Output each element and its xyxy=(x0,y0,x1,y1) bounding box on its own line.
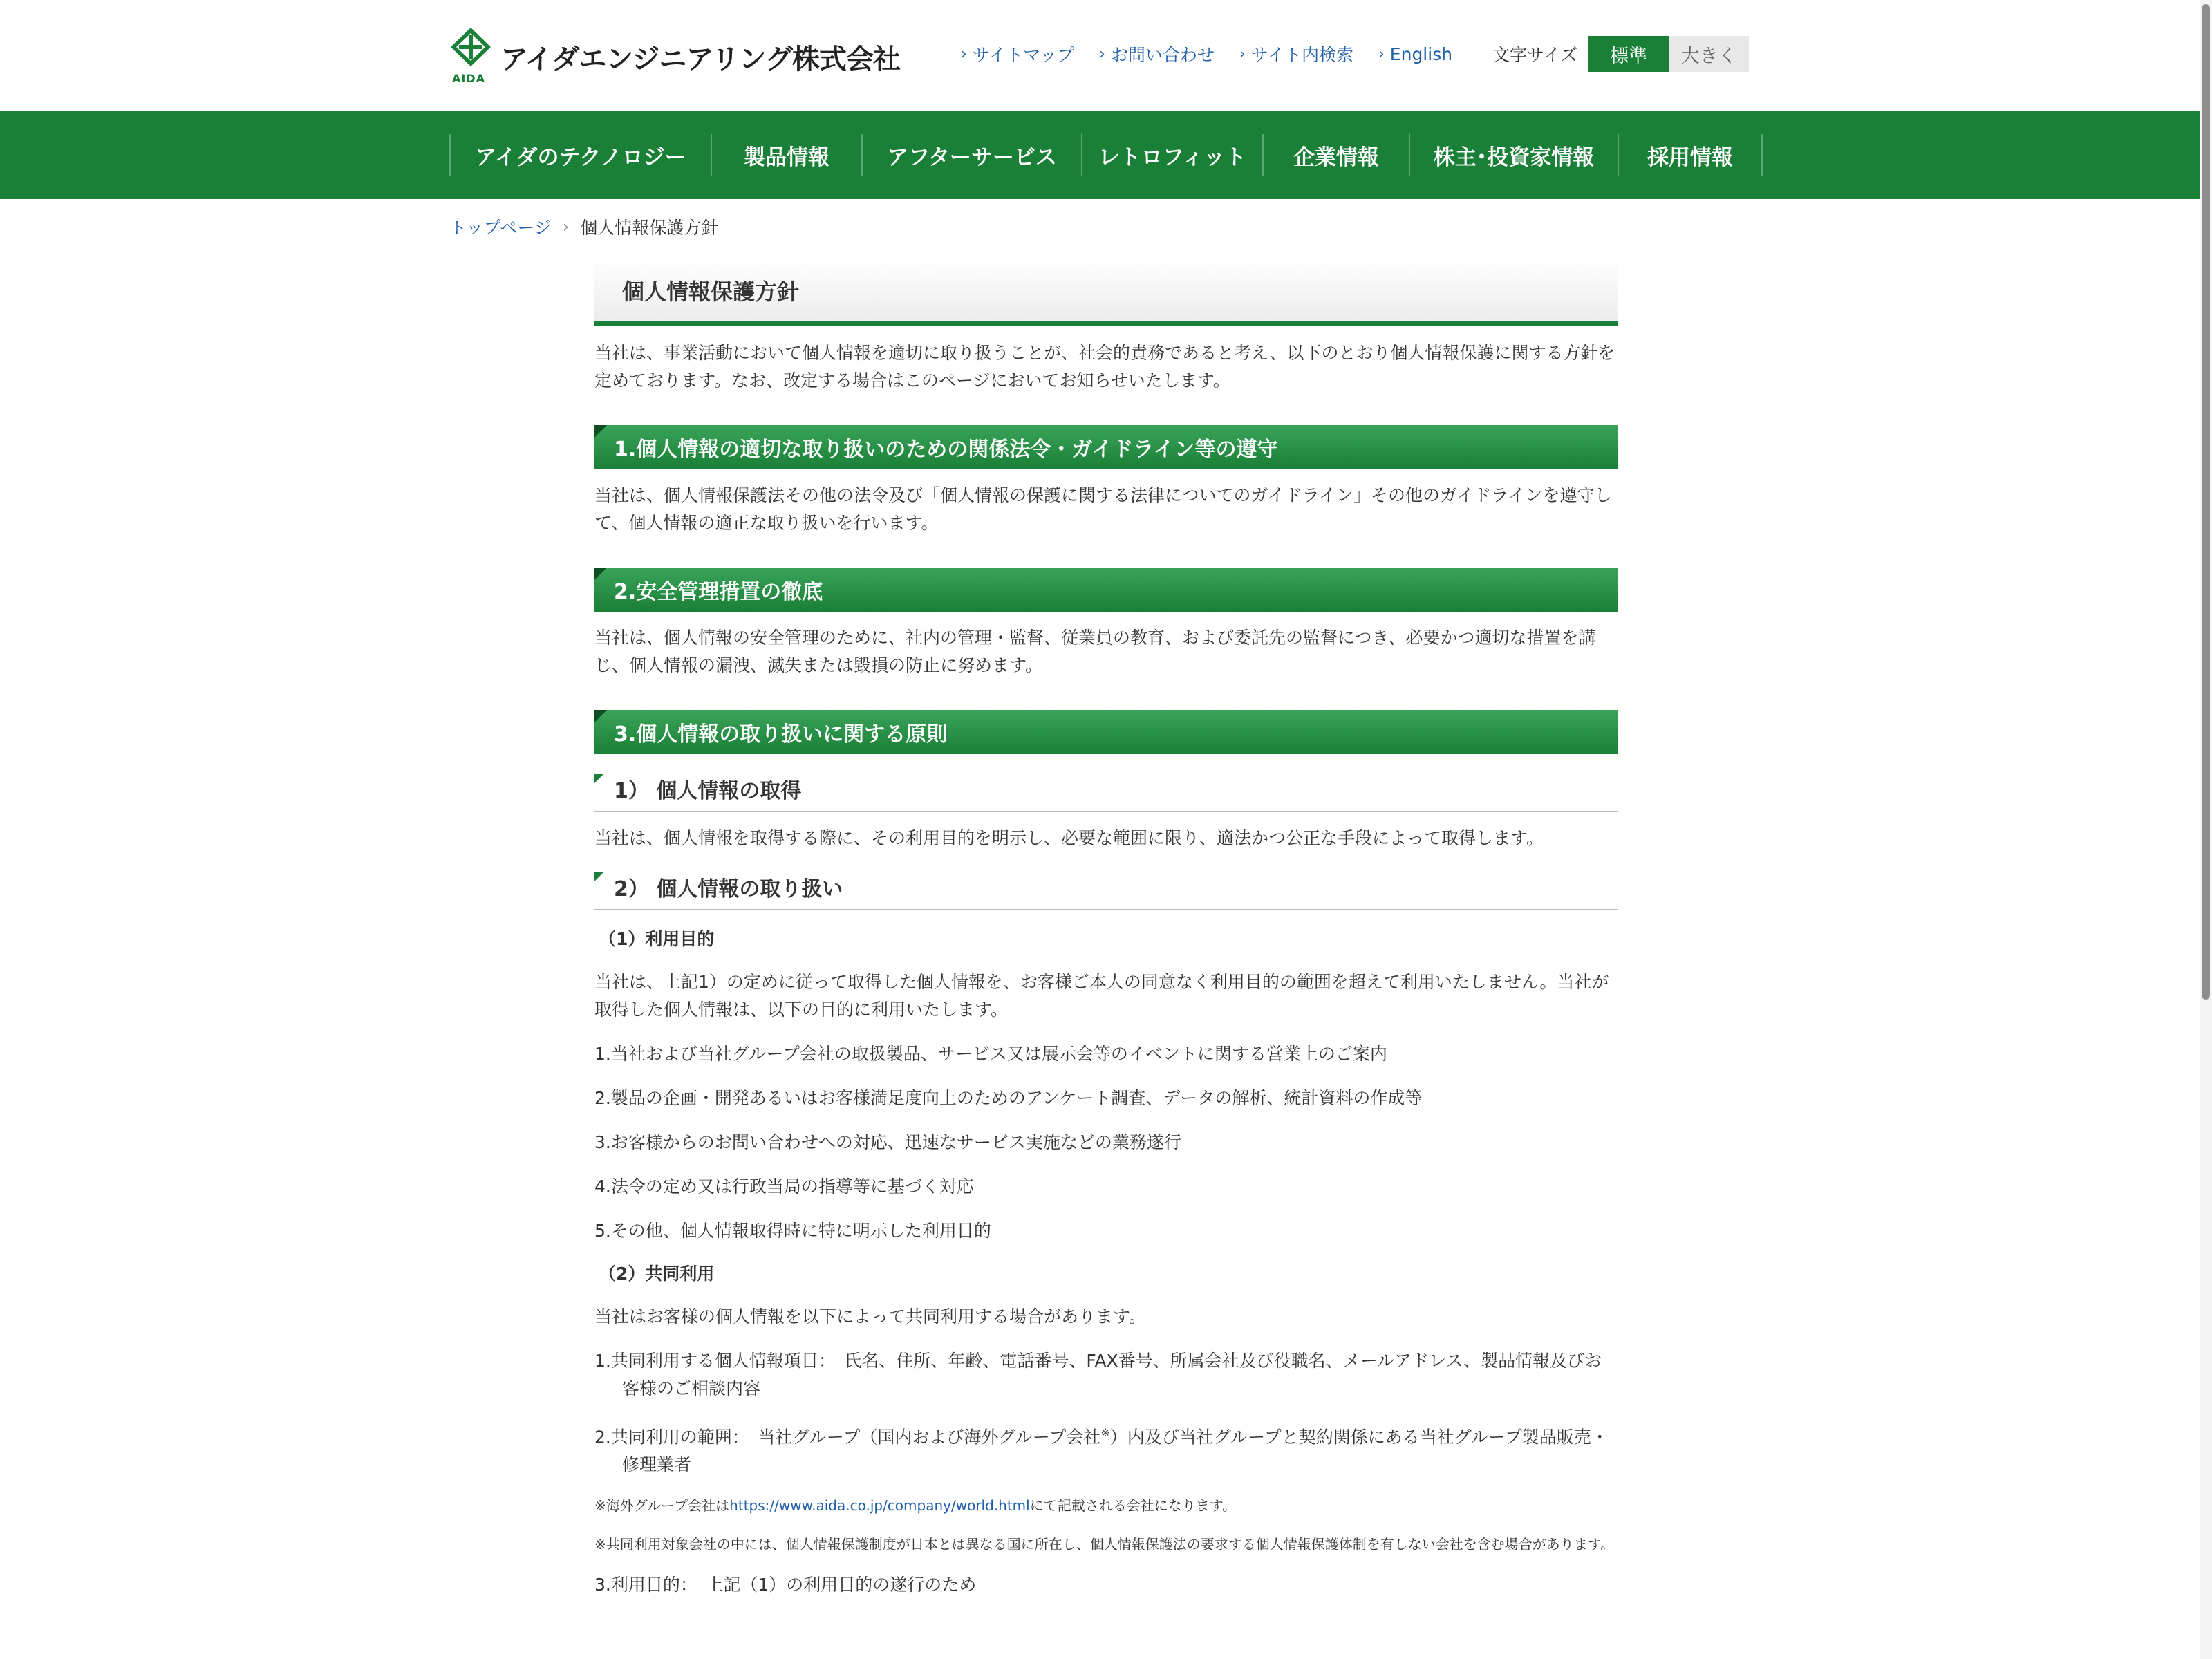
joint-use-heading: （2）共同利用 xyxy=(599,1264,715,1284)
page-title: 個人情報保護方針 xyxy=(622,279,800,305)
chevron-right-icon: › xyxy=(1099,45,1105,63)
joint-use-item-2 xyxy=(594,1419,1618,1479)
page-title-box xyxy=(594,259,1618,326)
section-heading-1 xyxy=(594,425,1618,469)
vertical-scrollbar[interactable] xyxy=(2200,0,2212,1659)
site-search-label: サイト内検索 xyxy=(1250,45,1353,65)
purpose-item-2: 2.製品の企画・開発あるいはお客様満足度向上のためのアンケート調査、データの解析、統計資料の作成等 xyxy=(594,1088,1423,1108)
nav-item-company[interactable]: 企業情報 xyxy=(1264,134,1410,176)
sitemap-link[interactable] xyxy=(961,41,1074,66)
acquisition-body: 当社は、個人情報を取得する際に、その利用目的を明示し、必要な範囲に限り、適法かつ公正な手段によって取得します。 xyxy=(594,828,1544,848)
main-content xyxy=(594,259,1618,1599)
logo-sub-text: AIDA xyxy=(452,72,485,85)
joint-use-body: 当社はお客様の個人情報を以下によって共同利用する場合があります。 xyxy=(594,1306,1147,1327)
site-logo[interactable] xyxy=(449,26,900,85)
world-page-link[interactable]: https://www.aida.co.jp/company/world.html xyxy=(729,1497,1030,1515)
joint-use-item-2-text-b: ）内及び当社グループと契約関係にある当社グループ製品販売・修理業者 xyxy=(622,1427,1609,1475)
purpose-heading: （1）利用目的 xyxy=(599,929,715,949)
section-heading-3 xyxy=(594,710,1618,754)
section-heading-1-text: 1.個人情報の適切な取り扱いのための関係法令・ガイドライン等の遵守 xyxy=(614,438,1278,462)
purpose-item-5: 5.その他、個人情報取得時に特に明示した利用目的 xyxy=(594,1221,991,1241)
global-nav-list xyxy=(449,134,1763,176)
breadcrumb-home-link[interactable]: トップページ xyxy=(449,218,552,238)
subsection-heading-acquisition-text: 1） 個人情報の取得 xyxy=(614,779,802,803)
intro-text: 当社は、事業活動において個人情報を適切に取り扱うことが、社会的責務であると考え、以下のとおり個人情報保護に関する方針を定めております。なお、改定する場合はこのページにおいてお知らせいたします。 xyxy=(594,343,1615,391)
nav-item-technology[interactable]: アイダのテクノロジー xyxy=(451,134,712,176)
purpose-item-3: 3.お客様からのお問い合わせへの対応、迅速なサービス実施などの業務遂行 xyxy=(594,1132,1181,1152)
chevron-right-icon: › xyxy=(1239,45,1246,63)
joint-use-note: ※共同利用対象会社の中には、個人情報保護制度が日本とは異なる国に所在し、個人情報保護法の要求する個人情報保護体制を有しない会社を含む場合があります。 xyxy=(594,1536,1615,1553)
site-search-link[interactable] xyxy=(1239,41,1353,66)
font-size-standard-button[interactable]: 標準 xyxy=(1588,36,1669,72)
contact-link[interactable] xyxy=(1099,41,1215,66)
purpose-item-4: 4.法令の定め又は行政当局の指導等に基づく対応 xyxy=(594,1177,974,1197)
section-heading-3-text: 3.個人情報の取り扱いに関する原則 xyxy=(614,722,948,747)
subsection-heading-handling-text: 2） 個人情報の取り扱い xyxy=(614,877,843,901)
section-heading-2-text: 2.安全管理措置の徹底 xyxy=(614,580,823,604)
english-link[interactable] xyxy=(1378,44,1452,64)
nav-item-products[interactable]: 製品情報 xyxy=(712,134,863,176)
footnote-mark: ※ xyxy=(1100,1426,1110,1439)
section-2-body: 当社は、個人情報の安全管理のために、社内の管理・監督、従業員の教育、および委託先の監督につき、必要かつ適切な措置を講じ、個人情報の漏洩、滅失または毀損の防止に努めます。 xyxy=(594,628,1596,675)
joint-use-item-3: 3.利用目的： 上記（1）の利用目的の遂行のため xyxy=(594,1575,977,1595)
section-heading-2 xyxy=(594,568,1618,612)
subsection-heading-acquisition xyxy=(594,774,1618,812)
chevron-right-icon: › xyxy=(1378,45,1385,63)
nav-item-after-service[interactable]: アフターサービス xyxy=(863,134,1082,176)
chevron-right-icon: › xyxy=(562,217,570,236)
nav-item-retrofit[interactable]: レトロフィット xyxy=(1082,134,1264,176)
breadcrumb-current: 個人情報保護方針 xyxy=(580,218,719,238)
english-label: English xyxy=(1389,44,1453,64)
site-header xyxy=(0,0,2212,111)
contact-label: お問い合わせ xyxy=(1110,45,1215,65)
section-1-body: 当社は、個人情報保護法その他の法令及び「個人情報の保護に関する法律についてのガイドライン」その他のガイドラインを遵守して、個人情報の適正な取り扱いを行います。 xyxy=(594,485,1612,533)
scrollbar-thumb[interactable] xyxy=(2202,4,2210,1000)
purpose-item-1: 1.当社および当社グループ会社の取扱製品、サービス又は展示会等のイベントに関する営業上のご案内 xyxy=(594,1044,1387,1064)
font-size-label: 文字サイズ xyxy=(1492,45,1578,65)
nav-item-investors[interactable]: 株主･投資家情報 xyxy=(1410,134,1619,176)
joint-use-item-2-text-a: 2.共同利用の範囲： 当社グループ（国内および海外グループ会社 xyxy=(594,1427,1101,1447)
font-size-large-button[interactable]: 大きく xyxy=(1669,36,1749,72)
breadcrumb xyxy=(449,214,718,239)
chevron-right-icon: › xyxy=(961,45,967,63)
nav-item-recruit[interactable]: 採用情報 xyxy=(1619,134,1763,176)
purpose-body: 当社は、上記1）の定めに従って取得した個人情報を、お客様ご本人の同意なく利用目的の範囲を超えて利用いたしません。当社が取得した個人情報は、以下の目的に利用いたします。 xyxy=(594,972,1609,1020)
joint-use-item-1: 1.共同利用する個人情報項目： 氏名、住所、年齢、電話番号、FAX番号、所属会社及び役職名、メールアドレス、製品情報及びお客様のご相談内容 xyxy=(594,1351,1602,1398)
overseas-group-note xyxy=(594,1494,1618,1517)
logo-company-name: アイダエンジニアリング株式会社 xyxy=(500,44,900,75)
note-1-suffix: にて記載される会社になります。 xyxy=(1029,1497,1237,1515)
global-nav xyxy=(0,111,2212,199)
sitemap-label: サイトマップ xyxy=(972,45,1075,65)
subsection-heading-handling xyxy=(594,872,1618,910)
note-1-prefix: ※海外グループ会社は xyxy=(594,1497,730,1515)
utility-nav xyxy=(961,40,1749,68)
